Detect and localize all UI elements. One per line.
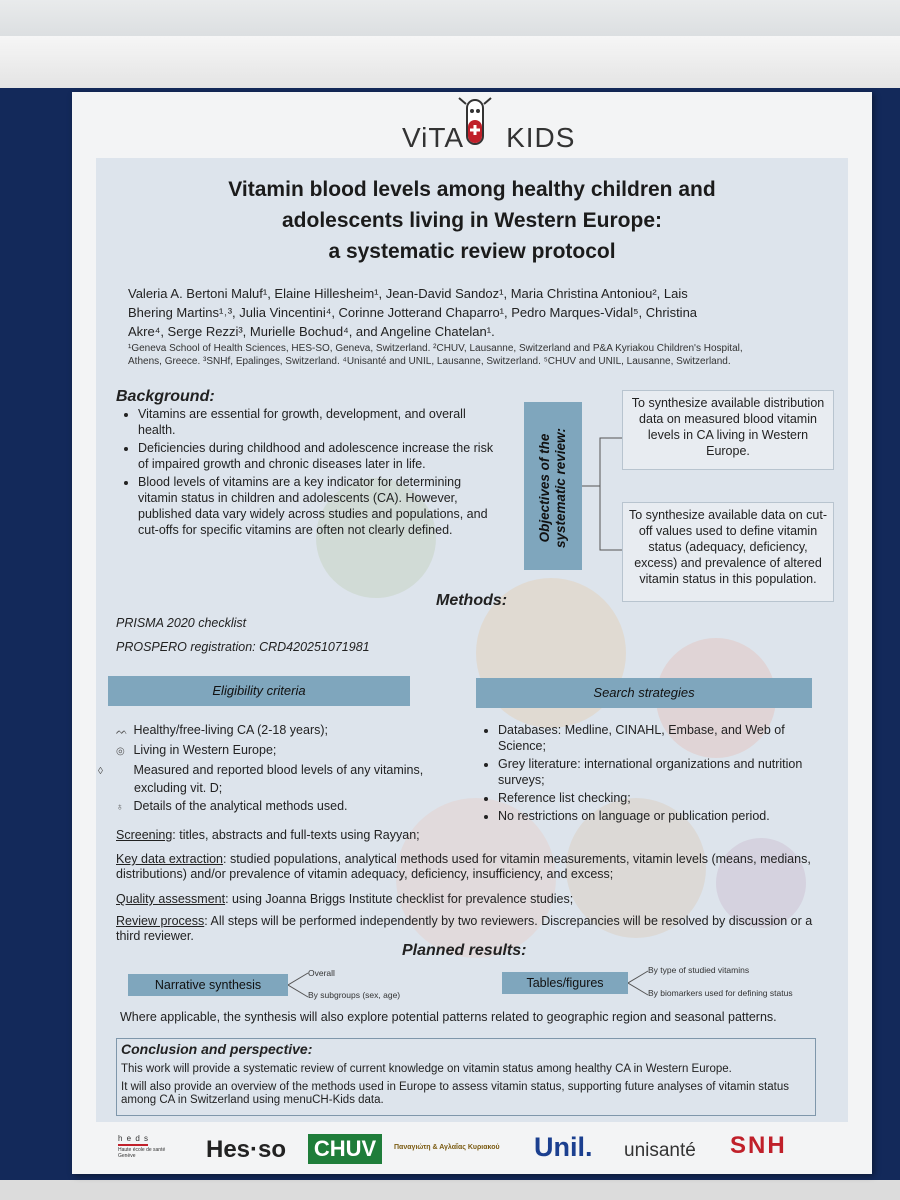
list-item: • Databases: Medline, CINAHL, Embase, and Web of Science;	[498, 722, 816, 754]
wall	[0, 0, 900, 36]
title-line: a systematic review protocol	[328, 240, 616, 263]
narrative-connector	[288, 970, 310, 1000]
eligibility-heading: Eligibility criteria	[108, 676, 410, 706]
snh-logo: SNH	[730, 1132, 787, 1159]
quality-label: Quality assessment	[116, 892, 226, 906]
people-icon: ᨓ	[116, 726, 128, 737]
title-line: Vitamin blood levels among healthy children and	[228, 178, 716, 201]
list-item: • Blood levels of vitamins are a key indicator for determining vitamin status in children and adolescents (CA). However, published data vary widely across studies and populations, and cut-offs for specific vitamins are often not clearly defined.	[138, 474, 496, 538]
search-heading: Search strategies	[476, 678, 812, 708]
results-heading: Planned results:	[402, 942, 527, 959]
vitakids-logo	[402, 122, 575, 154]
logo-text-left: ViTA	[402, 122, 465, 153]
screening-body: : titles, abstracts and full-texts using Rayyan;	[172, 828, 420, 842]
poster-title	[172, 174, 772, 267]
heds-logo-sub: Haute école de santé	[118, 1147, 166, 1153]
background-list	[116, 406, 496, 538]
narrative-subgroups-label: By subgroups (sex, age)	[308, 990, 401, 1000]
author-line: Valeria A. Bertoni Maluf¹, Elaine Hillesheim¹, Jean-David Sandoz¹, Maria Christina Antoniou², Lais	[128, 286, 688, 301]
title-line: adolescents living in Western Europe:	[281, 209, 663, 232]
author-line: Bhering Martins¹˒³, Julia Vincentini⁴, Corinne Jotterand Chaparro¹, Pedro Marques-Vidal⁵, Christina	[128, 305, 698, 320]
extraction-body: : studied populations, analytical methods used for vitamin measurements, vitamin levels (means, medians, distributions) and/or prevalence of vitamin adequacy, deficiency, insufficiency, and excess;	[116, 852, 811, 881]
board-frame-bottom	[0, 1180, 900, 1200]
tables-connector	[628, 968, 650, 998]
microscope-icon: ♁	[116, 802, 124, 813]
globe-icon: ◎	[116, 746, 125, 757]
chuv-logo: CHUV	[308, 1134, 382, 1164]
list-item: • Vitamins are essential for growth, development, and overall health.	[138, 406, 496, 438]
poster	[72, 92, 872, 1174]
objectives-label	[524, 402, 582, 570]
objectives-label-text: Objectives of the systematic review:	[537, 427, 568, 549]
kyriakou-logo: Παναγιώτη & Αγλαΐας Κυριακού	[394, 1144, 500, 1151]
list-item: • Grey literature: international organizations and nutrition surveys;	[498, 756, 816, 788]
heds-logo	[118, 1134, 165, 1159]
prospero-text: PROSPERO registration: CRD420251071981	[116, 640, 370, 654]
heds-logo-sub: Genève	[118, 1153, 136, 1159]
conclusion-box	[116, 1038, 816, 1116]
affiliation-line: ¹Geneva School of Health Sciences, HES-SO, Geneva, Switzerland. ²CHUV, Lausanne, Switzerland and P&A Kyriakou Children's Hospital,	[128, 343, 743, 354]
heds-logo-text: h e d s	[118, 1134, 150, 1143]
affiliations	[128, 342, 828, 368]
narrative-synthesis-box: Narrative synthesis	[128, 974, 288, 996]
list-item: Details of the analytical methods used.	[133, 799, 348, 813]
results-note: Where applicable, the synthesis will also explore potential patterns related to geographic region and seasonal patterns.	[120, 1010, 777, 1024]
eligibility-list	[98, 722, 426, 816]
methods-heading: Methods:	[436, 592, 508, 609]
screening-label: Screening	[116, 828, 173, 842]
tables-figures-box: Tables/figures	[502, 972, 628, 994]
tables-biomarkers-label: By biomarkers used for defining status	[648, 988, 793, 998]
list-item: Measured and reported blood levels of any vitamins, excluding vit. D;	[133, 763, 424, 795]
affiliation-line: Athens, Greece. ³SNHf, Epalinges, Switzerland. ⁴Unisanté and UNIL, Lausanne, Switzerland. ⁵CHUV and UNIL, Lausanne, Switzerland.	[128, 356, 731, 367]
list-item: Healthy/free-living CA (2-18 years);	[133, 723, 329, 737]
screening-text	[116, 828, 816, 843]
conclusion-heading: Conclusion and perspective:	[121, 1041, 313, 1057]
conclusion-paragraph: It will also provide an overview of the methods used in Europe to assess vitamin status, supporting future analyses of vitamin status among CA in Switzerland using menuCH-Kids data.	[121, 1081, 789, 1106]
search-section	[476, 722, 816, 826]
hesso-logo: Hes·so	[206, 1136, 287, 1163]
narrative-overall-label: Overall	[308, 968, 335, 978]
prisma-text: PRISMA 2020 checklist	[116, 616, 247, 630]
list-item: Living in Western Europe;	[133, 743, 277, 757]
list-item: • Reference list checking;	[498, 790, 816, 806]
objectives-connector	[582, 432, 622, 562]
objective-box: To synthesize available distribution data on measured blood vitamin levels in CA living in Western Europe.	[622, 390, 834, 470]
extraction-label: Key data extraction	[116, 852, 224, 866]
tables-vitamins-label: By type of studied vitamins	[648, 965, 750, 975]
unisante-logo: unisanté	[624, 1140, 696, 1161]
review-label: Review process	[116, 914, 205, 928]
author-line: Akre⁴, Serge Rezzi³, Murielle Bochud⁴, and Angeline Chatelan¹.	[128, 324, 495, 339]
review-text	[116, 914, 826, 944]
blood-drop-icon: ◊	[98, 766, 103, 777]
logo-text-right: KIDS	[506, 122, 576, 153]
list-item: • No restrictions on language or publication period.	[498, 808, 816, 824]
author-list	[128, 284, 818, 341]
background-heading: Background:	[116, 388, 215, 405]
conclusion-paragraph: This work will provide a systematic review of current knowledge on vitamin status among healthy CA in Western Europe.	[121, 1063, 732, 1075]
extraction-text	[116, 852, 826, 882]
objective-box: To synthesize available data on cut-off values used to define vitamin status (adequacy, deficiency, excess) and prevalence of altered vitamin status in this population.	[622, 502, 834, 602]
quality-text	[116, 892, 816, 907]
list-item: • Deficiencies during childhood and adolescence increase the risk of impaired growth and chronic diseases later in life.	[138, 440, 496, 472]
board-frame-top	[0, 36, 900, 90]
unil-logo: Unil.	[534, 1132, 593, 1162]
review-body: : All steps will be performed independently by two reviewers. Discrepancies will be resolved by discussion or a third reviewer.	[116, 914, 813, 943]
search-list	[476, 722, 816, 824]
quality-body: : using Joanna Briggs Institute checklist for prevalence studies;	[225, 892, 574, 906]
background-section	[116, 388, 496, 540]
